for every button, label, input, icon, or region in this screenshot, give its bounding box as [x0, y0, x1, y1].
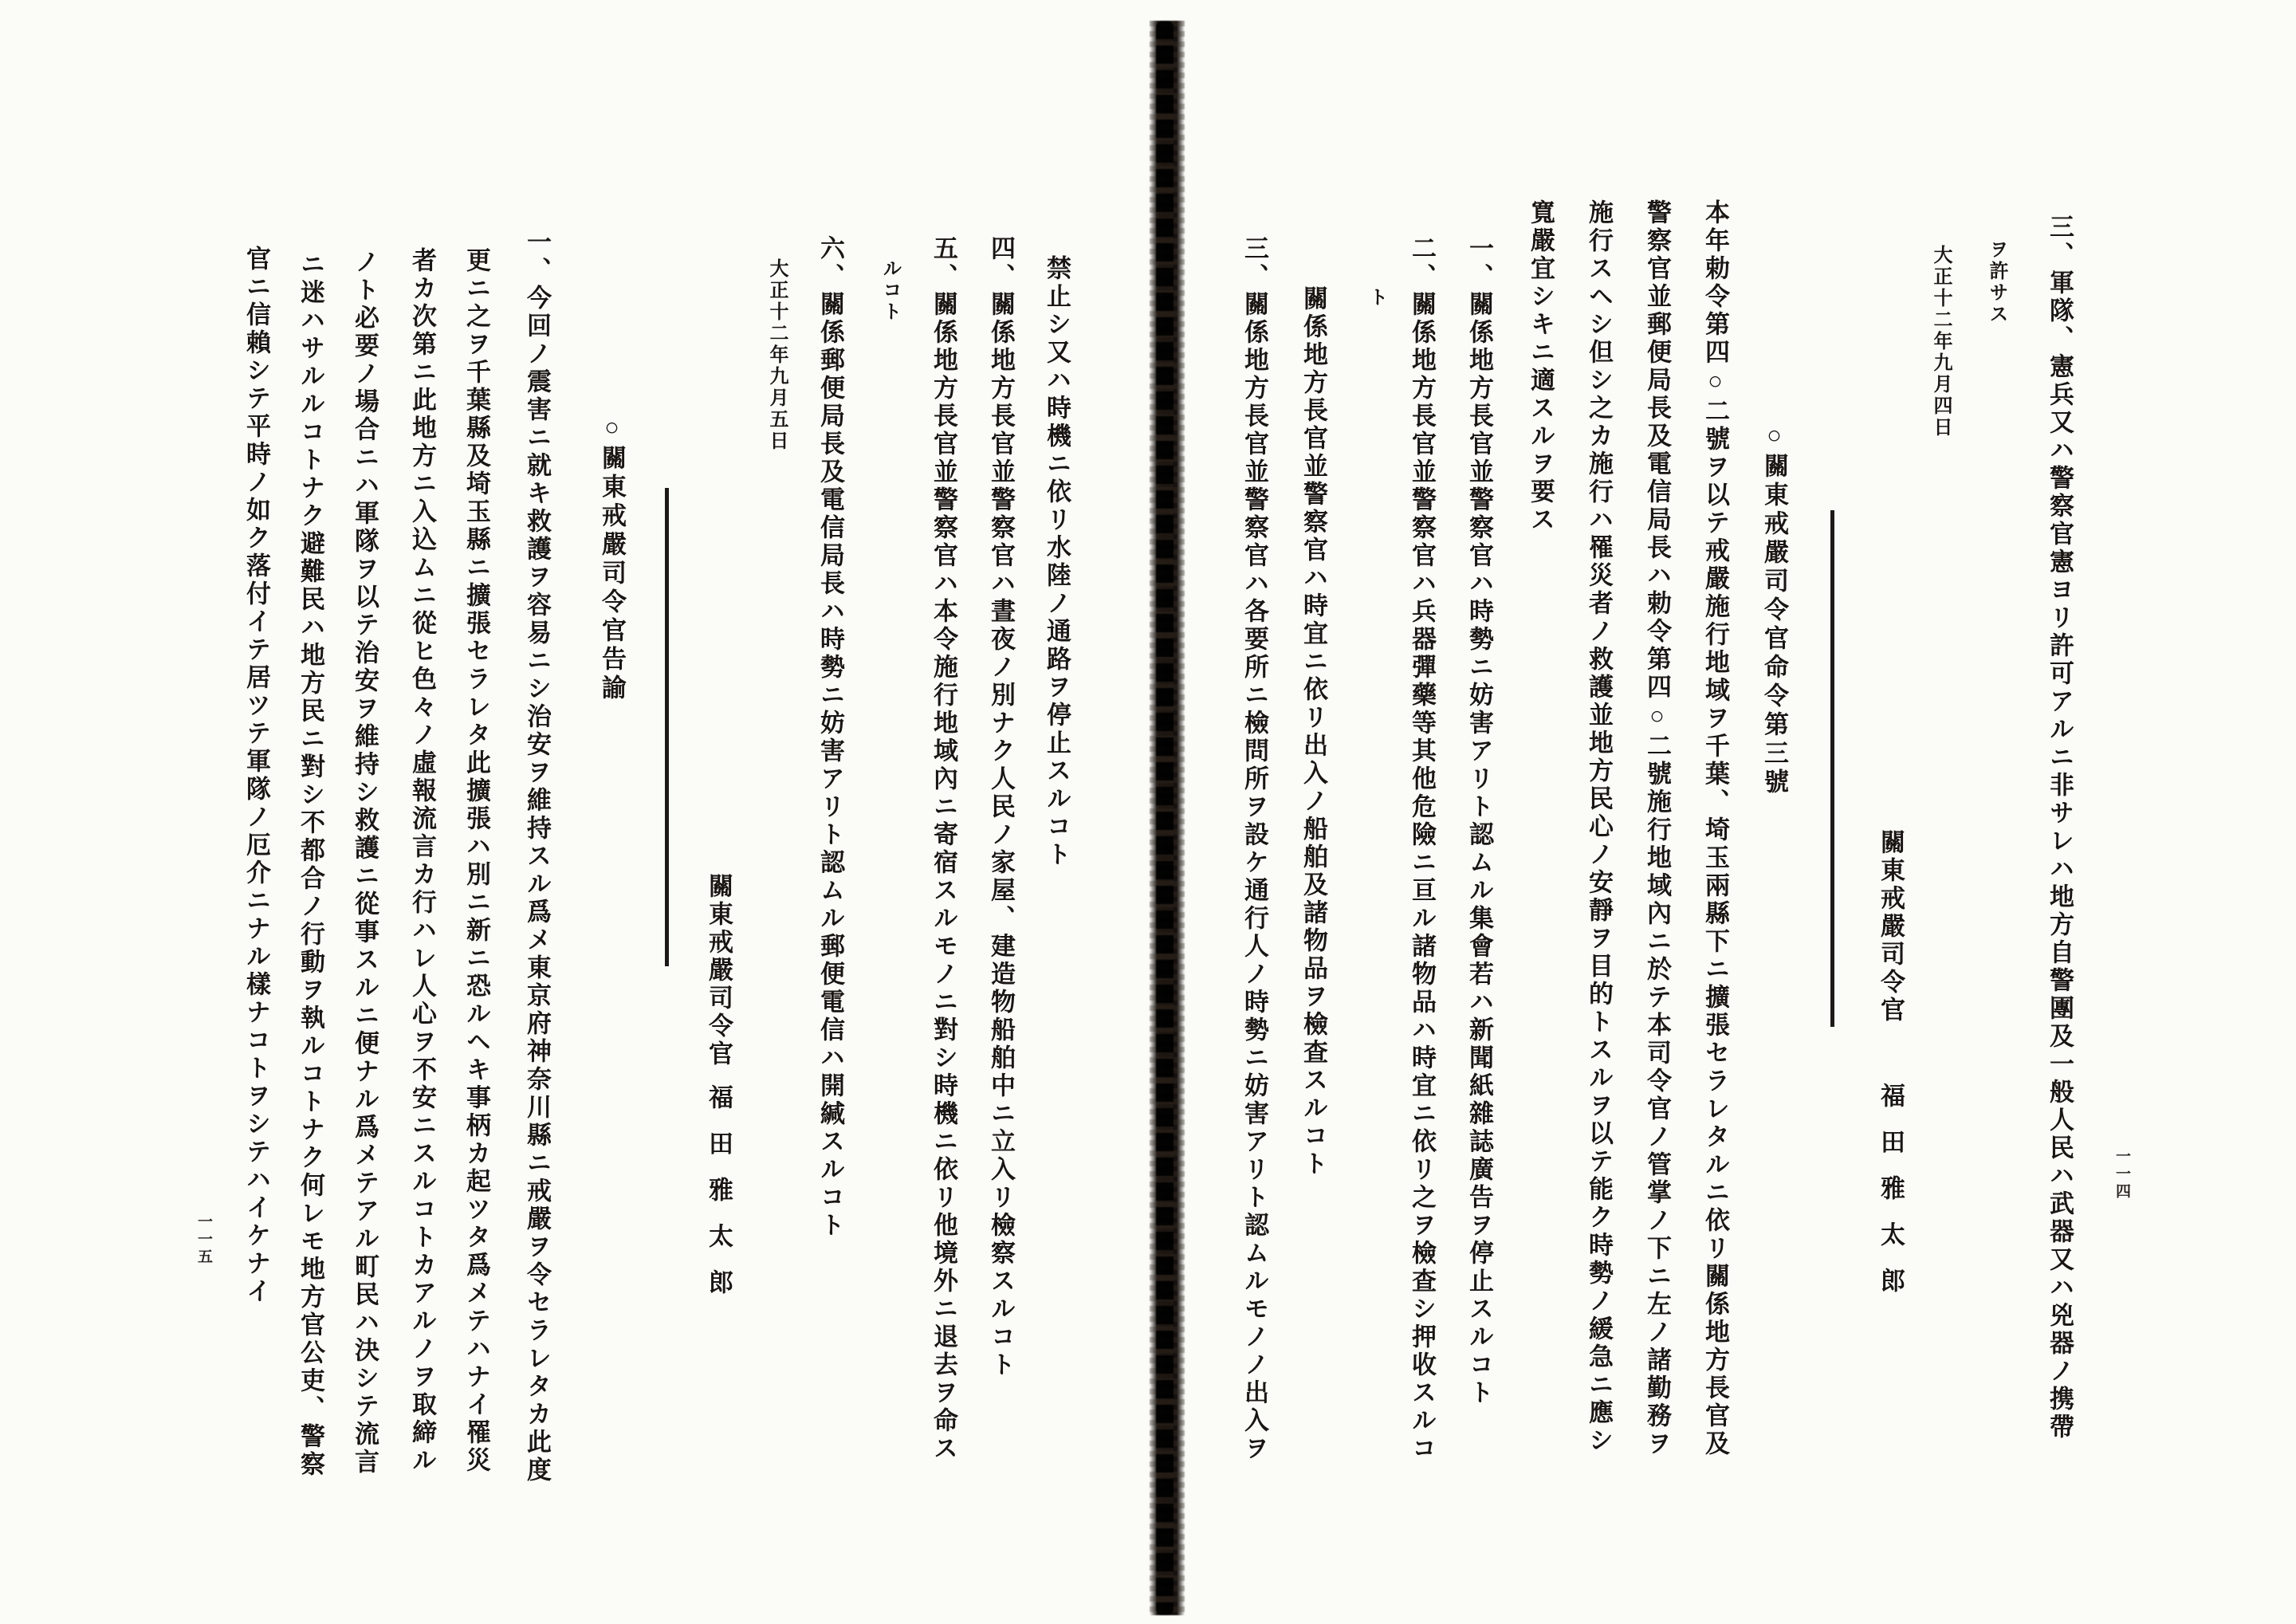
- page-number: 一一四: [2113, 1148, 2130, 1201]
- list-item: 五、關係地方長官並警察官ハ本令施行地域內ニ寄宿スルモノニ對シ時機ニ依リ他境外ニ退去ヲ命ス: [930, 235, 957, 1463]
- text-column: ニ迷ハサルルコトナク避難民ハ地方民ニ對シ不都合ノ行動ヲ執ルコトナク何レモ地方官公吏、警察: [297, 251, 324, 1479]
- list-item: 四、關係地方長官並警察官ハ晝夜ノ別ナク人民ノ家屋、建造物船舶中ニ立入リ檢察スルコト: [987, 235, 1015, 1379]
- signature-title: 關東戒嚴司令官: [1877, 829, 1905, 1024]
- text-column-continuation: ルコト: [879, 258, 900, 323]
- list-item: 三、關係地方長官並警察官ハ各要所ニ檢問所ヲ設ケ通行人ノ時勢ニ妨害アリト認ムルモノノ出入ヲ: [1240, 235, 1268, 1463]
- list-item: 關係地方長官並警察官ハ時宜ニ依リ出入ノ船舶及諸物品ヲ檢查スルコト: [1299, 285, 1327, 1178]
- text-column: 官ニ信賴シテ平時ノ如ク落付イテ居ツテ軍隊ノ厄介ニナル樣ナコトヲシテハイケナイ: [242, 246, 270, 1306]
- page-number: 一一五: [195, 1213, 212, 1266]
- book-gutter-shadow: [1150, 21, 1185, 1615]
- signature-title: 關東戒嚴司令官: [705, 873, 733, 1068]
- text-column: ノト必要ノ場合ニハ軍隊ヲ以テ治安ヲ維持シ救護ニ從事スルニ便ナル爲メテアル町民ハ決シテ流言: [351, 249, 379, 1477]
- signature-name: 福田雅太郎: [705, 1084, 733, 1315]
- text-column-continuation: 禁止シ又ハ時機ニ依リ水陸ノ通路ヲ停止スルコト: [1043, 255, 1071, 869]
- list-item: 一、關係地方長官並警察官ハ時勢ニ妨害アリト認ムル集會若ハ新聞紙雜誌廣告ヲ停止スルコト: [1465, 235, 1493, 1407]
- text-column: 更ニ之ヲ千葉縣及埼玉縣ニ擴張セラレタ此擴張ハ別ニ新ニ恐ルヘキ事柄カ起ツタ爲メテハナイ罹災: [462, 247, 490, 1475]
- text-column-continuation: ヲ許サス: [1986, 239, 2007, 325]
- text-column: 者カ次第ニ此地方ニ入込ムニ從ヒ色々ノ虛報流言カ行ハレ人心ヲ不安ニスルコトカアルノヲ取締ル: [408, 247, 436, 1475]
- text-column: 寬嚴宜シキニ適スルヲ要ス: [1527, 199, 1555, 534]
- text-column: 本年勅令第四○二號ヲ以テ戒嚴施行地域ヲ千葉、埼玉兩縣下ニ擴張セラレタルニ依リ關係地方長官及: [1701, 199, 1729, 1458]
- signature-name: 福田雅太郎: [1877, 1083, 1905, 1314]
- text-column: 施行スヘシ但シ之カ施行ハ罹災者ノ救護並地方民心ノ安靜ヲ目的トスルヲ以テ能ク時勢ノ緩急ニ應シ: [1585, 199, 1613, 1455]
- list-item: 六、關係郵便局長及電信局長ハ時勢ニ妨害アリト認ムル郵便電信ハ開緘スルコト: [816, 235, 844, 1240]
- text-column: 警察官並郵便局長及電信局長ハ勅令第四○二號施行地域內ニ於テ本司令官ノ管掌ノ下ニ左ノ諸勤務ヲ: [1643, 199, 1671, 1458]
- list-item: 二、關係地方長官並警察官ハ兵器彈藥等其他危險ニ亘ル諸物品ハ時宜ニ依リ之ヲ檢查シ押收スルコ: [1408, 235, 1436, 1463]
- date-column: 大正十二年九月四日: [1930, 245, 1951, 438]
- heading-rule: [1830, 510, 1834, 1027]
- section-heading: ○關東戒嚴司令官告諭: [598, 413, 626, 703]
- date-column: 大正十二年九月五日: [766, 258, 787, 452]
- text-column: 三、軍隊、憲兵又ハ警察官憲ヨリ許可アルニ非サレハ地方自警團及一般人民ハ武器又ハ兇器ノ携帶: [2046, 214, 2074, 1441]
- text-column-continuation: ト: [1366, 287, 1386, 309]
- list-item: 一、今回ノ震害ニ就キ救護ヲ容易ニシ治安ヲ維持スル爲メ東京府神奈川縣ニ戒嚴ヲ令セラレタカ此度: [523, 229, 551, 1484]
- heading-rule: [665, 488, 669, 966]
- section-heading: ○關東戒嚴司令官命令第三號: [1760, 421, 1788, 797]
